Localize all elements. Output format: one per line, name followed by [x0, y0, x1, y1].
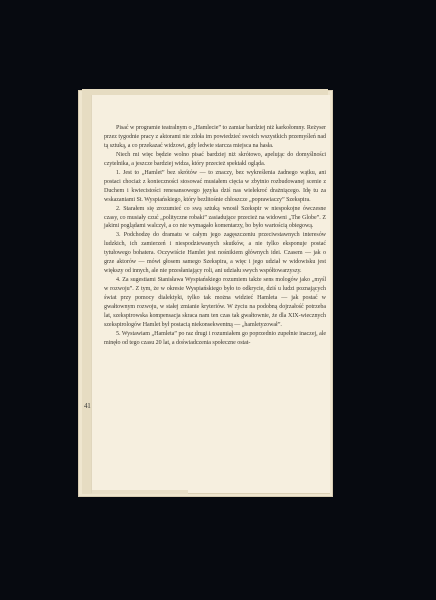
body-text	[104, 124, 326, 348]
page-number: 41	[84, 402, 91, 410]
paragraph: Niech mi więc będzie wolno pisać bardziej niż skrótowo, apelując do domyślności czytelnika, a jeszcze bardziej widza, który przecież spektakl ogląda.	[104, 151, 326, 167]
paragraph: 3. Podchodzę do dramatu w całym jego zagęszczeniu przeciwstawnych interesów ludzkich, ich zamierzeń i niespodziewanych skutków, a nie tylko eksponuje postać tytułowego bohatera. Oczywiście Hamlet jest nośnikiem głównych idei. Czasem — jak o grze aktorów — mówi głosem samego Szekspira, a więc i jego udział w widowisku jest większy od innych, ale nie przesłaniający roli, ani udziału swych współtowarzyszy.	[104, 232, 326, 275]
paragraph: Pisać w programie teatralnym o „Hamlecie” to zamiar bardziej niż karkołomny. Reżyser przez tygodnie pracy z aktorami nie zdoła im powiedzieć swoich wszystkich przemyśleń nad tą sztuką, a co przekazać widzowi, gdy ledwie starcza miejsca na hasła.	[104, 125, 326, 149]
page-bottom-edge	[92, 490, 188, 494]
paragraph: 1. Jest to „Hamlet” bez skrótów — to znaczy, bez wykreślenia żadnego wątku, ani postaci chociaż z konieczności stosować musiałem cięcia w zbytnio rozbudowanej scenie z Duchem i kwiecistości renesansowego języka dziś nas wielekroć drażniącego. Idę tu za wskazaniami St. Wyspiańskiego, który bezlitośnie chłoszcze „poprawiaczy” Szekspira.	[104, 169, 326, 203]
paragraph: 4. Za sugestiami Stanisława Wyspiańskiego rozumiem także sens mologów jako „myśl w rozwoju”. Z tym, że w okresie Wyspiańskiego było to odkrycie, dziś u ludzi poznających świat przy pomocy dialektyki, tylko tak można widzieć Hamleta — jak postać w gwałtownym rozwoju, w stałej zmianie kryteriów. W życiu na podobną dojrzałość potrzeba lat, szekspirowska kompensacja skraca nam ten czas tak gwałtownie, że dla XIX-wiecznych szekspirologów Hamlet był postacią niekonsekwentną — „hamletyzował”.	[104, 277, 326, 328]
paragraph: 5. Wystawiam „Hamleta” po raz drugi i rozumiałem go poprzednio zupełnie inaczej, ale minęło od tego czasu 20 lat, a doświadczenia społeczne ostat-	[104, 330, 326, 346]
paragraph: 2. Starałem się zrozumieć co swą sztuką wnosił Szekspir w niespokojne ówczesne czasy, co musiały czuć „polityczne robaki” zasiadujące przecież na widowni „The Globe”. Z jakimi poglądami walczył, a co nie wymagało komentarzy, bo było wartością obiegową.	[104, 205, 326, 230]
